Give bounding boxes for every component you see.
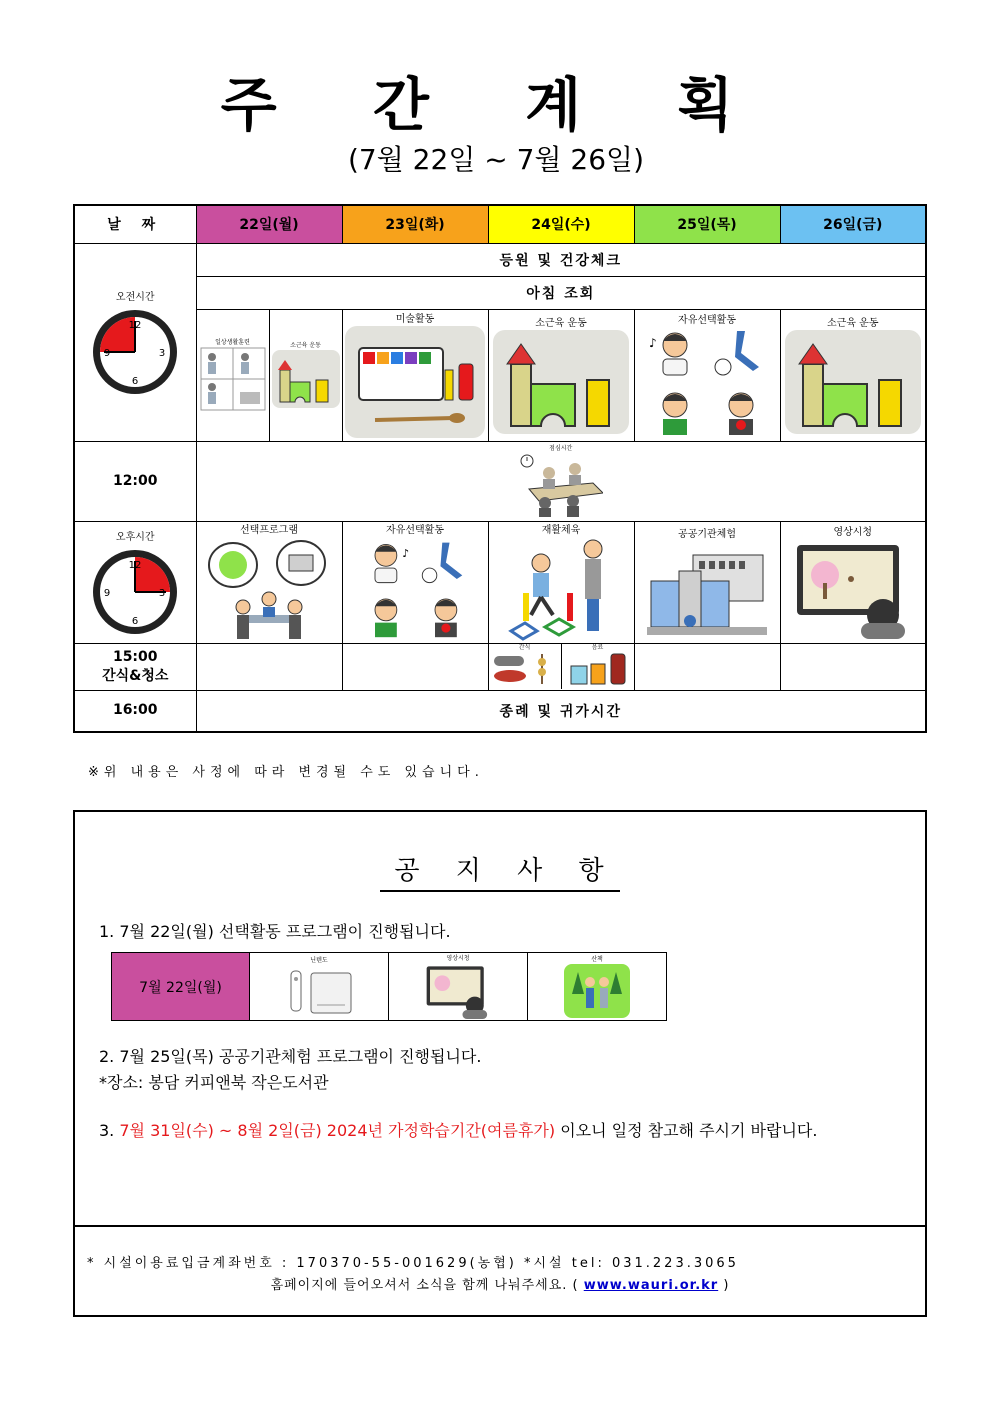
svg-text:♪: ♪ (402, 546, 410, 560)
fri-afternoon-cell (780, 521, 926, 643)
tue-snack-cell (342, 643, 488, 690)
tue-afternoon-cell (342, 521, 488, 643)
tv-watching-icon (791, 539, 915, 639)
day-header-mon: 22일(월) (196, 205, 342, 243)
video-watching-label: 영상시청 (833, 526, 873, 538)
mon-morning-right-cell (269, 309, 342, 441)
snack-time-cell (74, 643, 196, 690)
wed-snack-cell (488, 643, 634, 690)
announcement-box (73, 810, 927, 1317)
wed-afternoon-cell (488, 521, 634, 643)
thu-morning-cell (634, 309, 780, 441)
tv-watching-icon (423, 963, 493, 1019)
tue-morning-cell (342, 309, 488, 441)
public-institution-label: 공공기관체험 (678, 528, 736, 540)
free-choice-activities-icon (641, 327, 773, 437)
afternoon-clock-icon (90, 547, 180, 637)
notice-item-2: 2. 7월 25일(목) 공공기관체험 프로그램이 진행됩니다. (99, 1047, 482, 1066)
day-header-tue: 23일(화) (342, 205, 488, 243)
select-program-label: 선택프로그램 (240, 524, 298, 536)
day-header-fri: 26일(금) (780, 205, 926, 243)
choice-program-icon (205, 537, 333, 641)
svg-text:3: 3 (159, 347, 166, 359)
dismissal-time-label: 16:00 (74, 690, 196, 732)
dismissal-row: 종례 및 귀가시간 (196, 690, 926, 732)
castle-blocks-icon (785, 330, 921, 434)
walk-label: 산책 (591, 955, 603, 963)
assembly-row: 아침 조회 (196, 276, 926, 309)
castle-blocks-icon (493, 330, 629, 434)
morning-label: 오전시간 (115, 291, 155, 303)
change-notice: ※위 내용은 사정에 따라 변경될 수도 있습니다. (88, 765, 484, 780)
notice-item-3 (99, 1119, 905, 1142)
svg-text:6: 6 (132, 615, 139, 627)
notice-item-1: 1. 7월 22일(월) 선택활동 프로그램이 진행됩니다. (99, 922, 451, 941)
fine-motor-label-fri: 소근육 운동 (827, 317, 879, 329)
free-choice-label-tue-pm: 자유선택활동 (386, 524, 444, 536)
video-cell (389, 953, 528, 1021)
public-building-icon (645, 541, 769, 637)
morning-label-cell (74, 243, 196, 441)
snack-drink-label: 음료 (591, 644, 604, 651)
nintendo-label: 닌텐도 (310, 956, 328, 964)
account-info: * 시설이용료입금계좌번호 : 170370-55-001629(농협) *시설 tel: 031.223.3065 (87, 1256, 739, 1271)
daily-living-label: 일상생활훈련 (215, 339, 250, 346)
wed-morning-cell (488, 309, 634, 441)
fri-snack-cell (780, 643, 926, 690)
video-label: 영상시청 (446, 954, 470, 962)
snack-food-label: 간식 (518, 644, 531, 651)
thu-afternoon-cell (634, 521, 780, 643)
walk-cell (528, 953, 667, 1021)
homepage-suffix: ) (718, 1278, 730, 1293)
art-activity-label: 미술활동 (395, 313, 435, 325)
lunch-row (196, 441, 926, 521)
mon-morning-left-cell (196, 309, 269, 441)
arrival-row: 등원 및 건강체크 (196, 243, 926, 276)
svg-text:♪: ♪ (649, 335, 657, 350)
fine-motor-label-mon: 소근육 운동 (290, 342, 321, 349)
period-subtitle: (7월 22일 ~ 7월 26일) (348, 143, 644, 176)
summer-break-period: 7월 31일(수) ~ 8월 2일(금) 2024년 가정학습기간(여름휴가) (119, 1121, 556, 1140)
svg-text:12: 12 (128, 559, 142, 571)
morning-clock-icon (90, 307, 180, 397)
rehab-pe-label: 재활체육 (541, 524, 581, 536)
walking-icon (562, 964, 632, 1018)
notice-item-3-prefix: 3. (99, 1121, 120, 1140)
notice-item-3-rest: 이오니 일정 참고해 주시기 바랍니다. (555, 1121, 818, 1140)
footer-divider (75, 1225, 925, 1227)
fine-motor-label-wed: 소근육 운동 (535, 317, 587, 329)
notice-item-2-place: *장소: 봉담 커피앤북 작은도서관 (99, 1073, 329, 1092)
homepage-link[interactable]: www.wauri.or.kr (583, 1278, 719, 1293)
svg-text:6: 6 (132, 375, 139, 387)
afternoon-label: 오후시간 (115, 531, 155, 543)
afternoon-label-cell (74, 521, 196, 643)
homepage-prefix: 홈페이지에 들어오셔서 소식을 함께 나눠주세요. ( (270, 1278, 584, 1293)
day-header-thu: 25일(목) (634, 205, 780, 243)
date-header-cell: 날 짜 (74, 205, 196, 243)
select-program-table (111, 952, 667, 1021)
snack-label: 간식&청소 (102, 667, 169, 684)
castle-blocks-icon (272, 350, 340, 408)
mon-afternoon-cell (196, 521, 342, 643)
fri-morning-cell (780, 309, 926, 441)
drink-icon (565, 652, 631, 686)
mon-snack-cell (196, 643, 342, 690)
weekly-schedule-table (73, 204, 927, 733)
day-header-wed: 24일(수) (488, 205, 634, 243)
paint-palette-icon (345, 326, 485, 438)
thu-snack-cell (634, 643, 780, 690)
snack-time-label: 15:00 (112, 648, 158, 665)
announcement-heading-wrap (75, 850, 925, 887)
svg-text:9: 9 (104, 587, 111, 599)
lunch-time-label: 12:00 (74, 441, 196, 521)
nintendo-cell (250, 953, 389, 1021)
game-console-icon (281, 965, 357, 1017)
svg-text:9: 9 (104, 347, 111, 359)
announcement-heading: 공 지 사 항 (380, 856, 619, 892)
free-choice-activities-icon (355, 537, 475, 641)
homepage-info (75, 1274, 925, 1293)
svg-text:12: 12 (128, 319, 142, 331)
snack-food-icon (492, 652, 558, 686)
free-choice-label-thu-am: 자유선택활동 (678, 314, 736, 326)
daily-living-icon (200, 347, 266, 411)
select-program-date: 7월 22일(월) (112, 953, 250, 1021)
lunch-label: 점심시간 (549, 445, 573, 452)
page-title: 주 간 계 획 (220, 71, 772, 139)
rehab-exercise-icon (501, 537, 621, 641)
svg-text:3: 3 (159, 587, 166, 599)
lunch-table-icon (519, 453, 603, 517)
